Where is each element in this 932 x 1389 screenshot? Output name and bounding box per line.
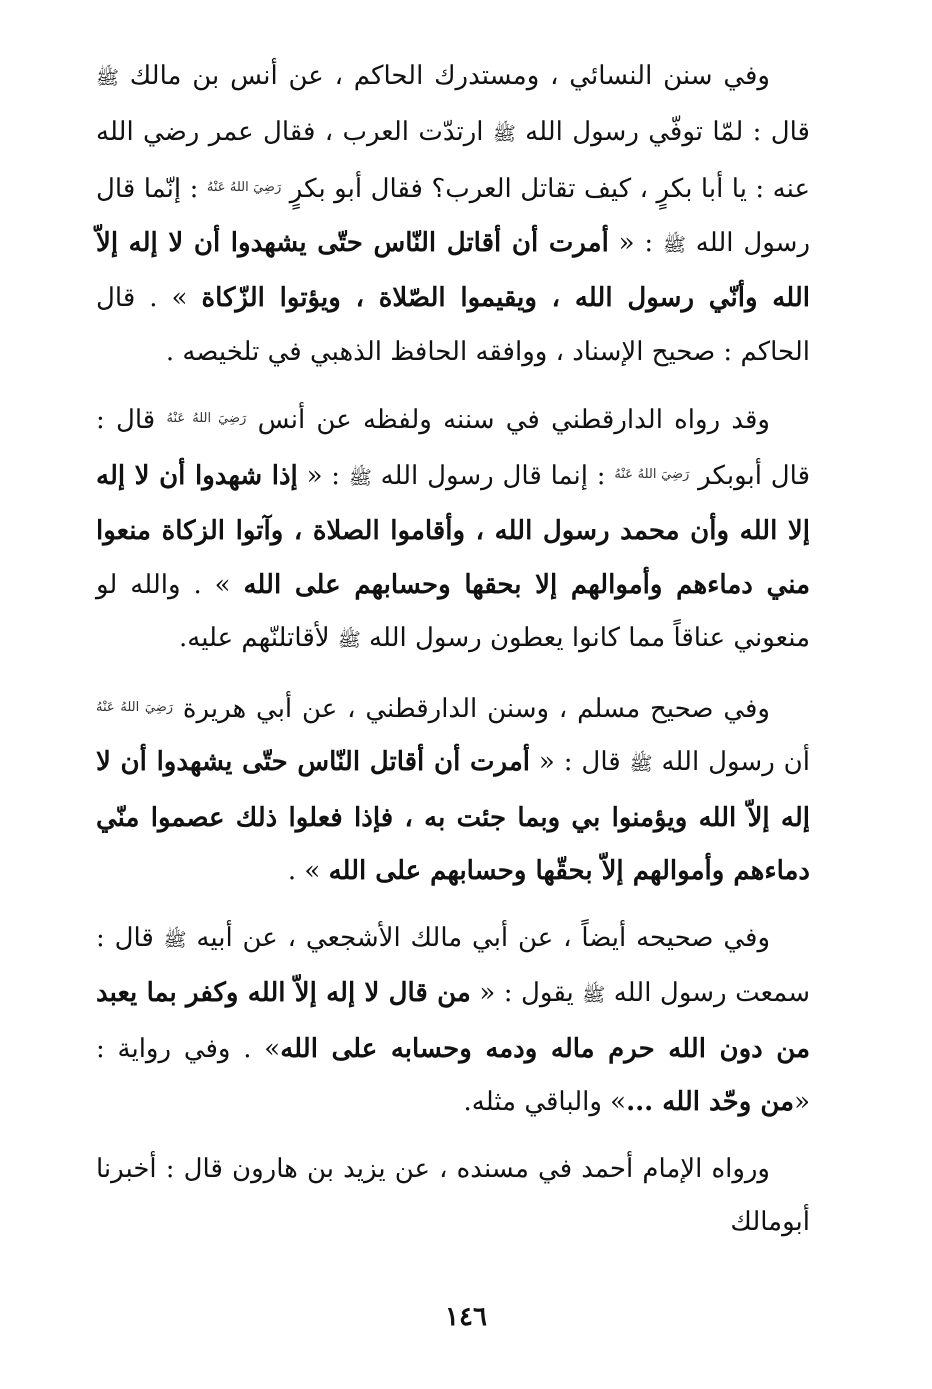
salutation-glyph: ﷺ xyxy=(348,466,372,489)
salutation-glyph: ﷺ xyxy=(163,928,187,951)
text-segment: » . وفي رواية : « xyxy=(96,1033,810,1117)
text-segment: وفي صحيح مسلم ، وسنن الدارقطني ، عن أبي هريرة xyxy=(173,693,770,724)
text-segment: ورواه الإمام أحمد في مسنده ، عن يزيد بن هارون قال : أخبرنا أبومالك xyxy=(96,1153,810,1237)
text-segment: وقد رواه الدارقطني في سننه ولفظه عن أنس xyxy=(246,405,770,435)
honorific-marker: رَضِيَ اللهُ عَنْهُ xyxy=(206,180,282,195)
bold-hadith-text: أمرت أن أقاتل النّاس حتّى يشهدوا أن لا إله إلاّ الله وأنّي رسول الله ، ويقيموا الصّلاة ، ويؤتوا الزّكاة xyxy=(96,227,810,313)
text-segment: وفي سنن النسائي ، ومستدرك الحاكم ، عن أنس بن مالك xyxy=(118,61,770,91)
text-segment: » والباقي مثله. xyxy=(463,1087,627,1117)
text-segment: » . xyxy=(287,856,329,886)
salutation-glyph: ﷺ xyxy=(96,67,119,89)
salutation-glyph: ﷺ xyxy=(337,629,361,651)
text-segment: وفي صحيحه أيضاً ، عن أبي مالك الأشجعي ، عن أبيه xyxy=(186,922,770,953)
bold-hadith-text: من قال لا إله إلاّ الله وكفر بما يعبد من دون الله حرم ماله ودمه وحسابه على الله xyxy=(96,978,811,1064)
text-segment: ارتدّت العرب ، فقال عمر رضي الله عنه : يا أبا بكرٍ ، كيف تقاتل العرب؟ فقال أبو بكرٍ xyxy=(96,116,810,204)
paragraph-3 xyxy=(96,681,810,899)
bold-hadith-text: من وحّد الله ... xyxy=(626,1087,795,1117)
text-segment: قال : لمّا توفّي رسول الله xyxy=(515,116,810,147)
salutation-glyph: ﷺ xyxy=(582,984,606,1006)
paragraph-2 xyxy=(96,392,810,668)
text-segment: : « xyxy=(297,460,349,491)
text-segment: » . قال الحاكم : صحيح الإسناد ، ووافقه الحافظ الذهبي في تلخيصه . xyxy=(96,283,810,367)
salutation-glyph: ﷺ xyxy=(492,122,516,145)
salutation-glyph: ﷺ xyxy=(663,233,686,256)
text-segment: لأقاتلنّهم عليه. xyxy=(178,623,338,653)
paragraph-4 xyxy=(96,912,810,1130)
bold-hadith-text: أمرت أن أقاتل النّاس حتّى يشهدوا أن لا إله إلاّ الله ويؤمنوا بي وبما جئت به ، فإذا فعلوا ذلك عصموا منّي دماءهم وأموالهم إلاّ بحقّها وحسابهم على الله xyxy=(96,747,810,886)
text-segment: قال : قال أبوبكر xyxy=(96,405,810,491)
text-segment: يقول : « xyxy=(470,978,583,1008)
text-segment: : إنما قال رسول الله xyxy=(371,460,615,491)
salutation-glyph: ﷺ xyxy=(629,753,653,775)
honorific-marker: رَضِيَ اللهُ عَنْهُ xyxy=(96,699,174,715)
page-number: ١٤٦ xyxy=(445,1302,487,1332)
text-segment: أن رسول الله xyxy=(652,747,811,777)
page-body xyxy=(96,50,810,1250)
paragraph-1 xyxy=(96,50,810,379)
text-segment: : « xyxy=(608,227,664,258)
honorific-marker: رَضِيَ اللهُ عَنْهُ xyxy=(166,411,247,426)
text-segment: قال : « xyxy=(530,747,630,777)
honorific-marker: رَضِيَ اللهُ عَنْهُ xyxy=(614,466,690,482)
paragraph-5 xyxy=(96,1143,810,1250)
bold-hadith-text: إذا شهدوا أن لا إله إلا الله وأن محمد رسول الله ، وأقاموا الصلاة ، وآتوا الزكاة منعوا مني دماءهم وأموالهم إلا بحقها وحسابهم على الله xyxy=(96,460,810,600)
text-segment: » . والله لو منعوني عناقاً مما كانوا يعطون رسول الله xyxy=(96,569,810,653)
text-segment: : إنّما قال رسول الله xyxy=(96,174,811,258)
text-segment: قال : سمعت رسول الله xyxy=(96,922,810,1008)
